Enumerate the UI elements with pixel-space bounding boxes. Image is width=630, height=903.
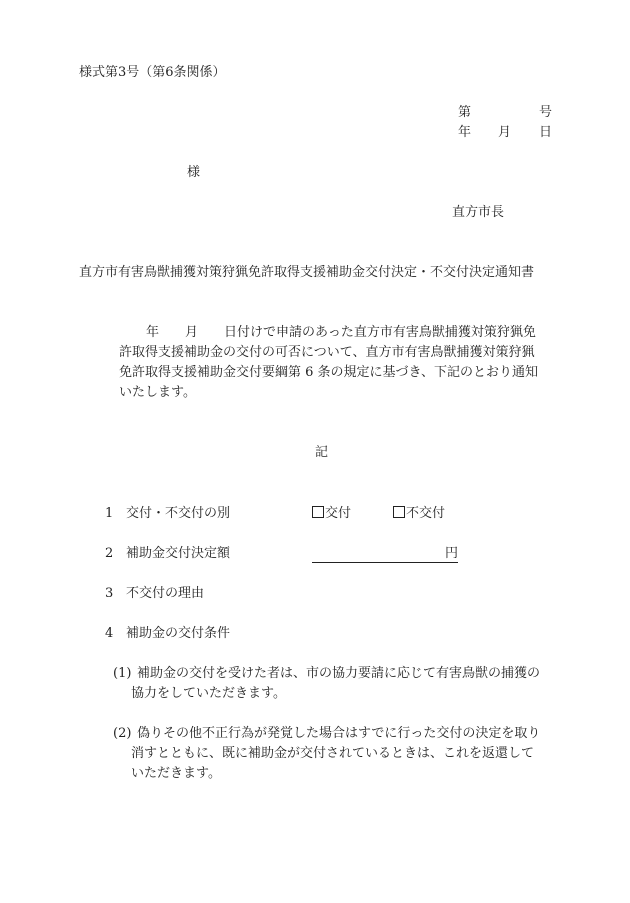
option-grant[interactable]: [312, 506, 351, 522]
nongrant-label: 不交付: [406, 506, 446, 521]
ki-heading: 記: [315, 445, 329, 460]
condition1-line2: 協力をしていただきます。: [131, 686, 286, 701]
body-line-2: 許取得支援補助金の交付の可否について、直方市有害鳥獣捕獲対策狩猟: [119, 345, 535, 360]
addressee-honorific: 様: [187, 165, 201, 180]
grant-checkbox[interactable]: [312, 506, 324, 518]
condition2-number: (2): [113, 726, 132, 741]
item3-number: 3: [105, 586, 114, 601]
amount-unit: 円: [444, 546, 458, 561]
item4-label: 補助金の交付条件: [126, 626, 231, 641]
date-year: 年: [458, 125, 472, 140]
number-suffix: 号: [539, 105, 553, 120]
item2-number: 2: [105, 546, 114, 561]
document-title: 直方市有害鳥獣捕獲対策狩猟免許取得支援補助金交付決定・不交付決定通知書: [79, 265, 535, 280]
condition2-line3: いただきます。: [131, 766, 221, 781]
item2-label: 補助金交付決定額: [126, 546, 231, 561]
condition2-line1: 偽りその他不正行為が発覚した場合はすでに行った交付の決定を取り: [137, 726, 541, 741]
condition2-line2: 消すとともに、既に補助金が交付されているときは、これを返還して: [131, 746, 535, 761]
item3-label: 不交付の理由: [126, 586, 205, 601]
form-label: 様式第3号（第6条関係）: [79, 65, 226, 80]
item1-number: 1: [105, 506, 114, 521]
nongrant-checkbox[interactable]: [393, 506, 405, 518]
option-nongrant[interactable]: [393, 506, 445, 522]
grant-label: 交付: [325, 506, 352, 521]
item1-label: 交付・不交付の別: [126, 506, 231, 521]
date-day: 日: [539, 125, 553, 140]
body-line-3: 免許取得支援補助金交付要綱第 6 条の規定に基づき、下記のとおり通知: [119, 365, 539, 380]
number-prefix: 第: [458, 105, 472, 120]
condition1-number: (1): [113, 666, 132, 681]
amount-field[interactable]: [312, 546, 458, 563]
item4-number: 4: [105, 626, 114, 641]
date-month: 月: [498, 125, 512, 140]
body-line-1: 年 月 日付けで申請のあった直方市有害鳥獣捕獲対策狩猟免: [146, 325, 536, 340]
issuer: 直方市長: [452, 205, 505, 220]
body-line-4: いたします。: [119, 385, 196, 400]
condition1-line1: 補助金の交付を受けた者は、市の協力要請に応じて有害鳥獣の捕獲の: [137, 666, 541, 681]
